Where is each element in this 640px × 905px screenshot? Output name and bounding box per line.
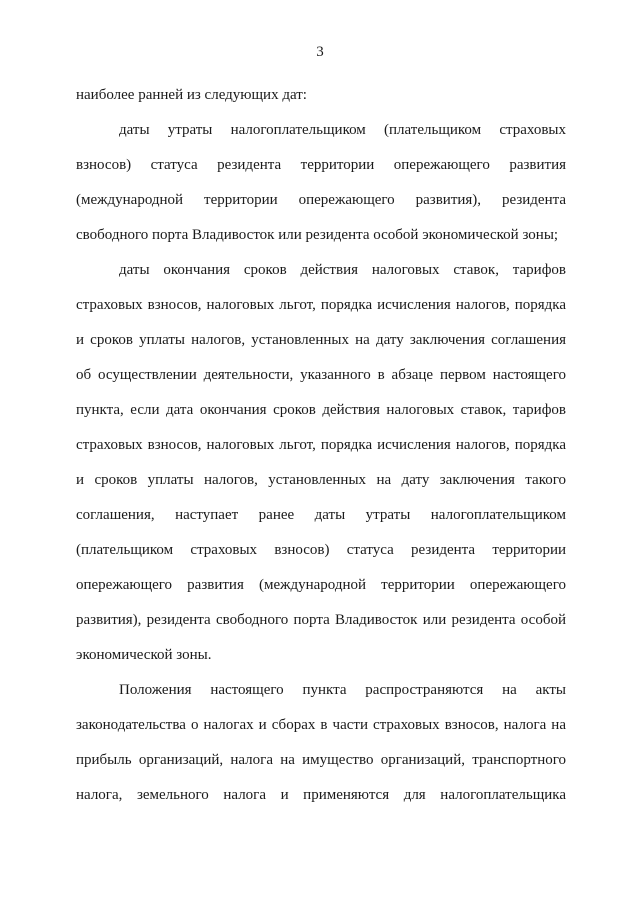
text-line: налога, земельного налога и применяются для налогоплательщика — [76, 787, 566, 803]
text-line: Положения настоящего пункта распространяются на акты — [119, 682, 566, 698]
text-line: наиболее ранней из следующих дат: — [76, 87, 307, 103]
text-line: и сроков уплаты налогов, установленных на дату заключения такого — [76, 472, 566, 488]
page-number: 3 — [316, 44, 324, 60]
text-line: экономической зоны. — [76, 647, 212, 663]
text-line: законодательства о налогах и сборах в части страховых взносов, налога на — [76, 717, 566, 733]
text-line: прибыль организаций, налога на имущество организаций, транспортного — [76, 752, 566, 768]
text-line: пункта, если дата окончания сроков действия налоговых ставок, тарифов — [76, 402, 566, 418]
text-line: взносов) статуса резидента территории опережающего развития — [76, 157, 566, 173]
text-line: даты утраты налогоплательщиком (плательщиком страховых — [119, 122, 566, 138]
text-line: об осуществлении деятельности, указанного в абзаце первом настоящего — [76, 367, 566, 383]
text-line: (международной территории опережающего развития), резидента — [76, 192, 566, 208]
text-line: страховых взносов, налоговых льгот, порядка исчисления налогов, порядка — [76, 437, 566, 453]
text-line: (плательщиком страховых взносов) статуса резидента территории — [76, 542, 566, 558]
text-line: даты окончания сроков действия налоговых ставок, тарифов — [119, 262, 566, 278]
text-line: соглашения, наступает ранее даты утраты налогоплательщиком — [76, 507, 566, 523]
text-line: и сроков уплаты налогов, установленных на дату заключения соглашения — [76, 332, 566, 348]
text-line: опережающего развития (международной территории опережающего — [76, 577, 566, 593]
text-line: страховых взносов, налоговых льгот, порядка исчисления налогов, порядка — [76, 297, 566, 313]
text-line: развития), резидента свободного порта Владивосток или резидента особой — [76, 612, 566, 628]
text-line: свободного порта Владивосток или резидента особой экономической зоны; — [76, 227, 559, 243]
